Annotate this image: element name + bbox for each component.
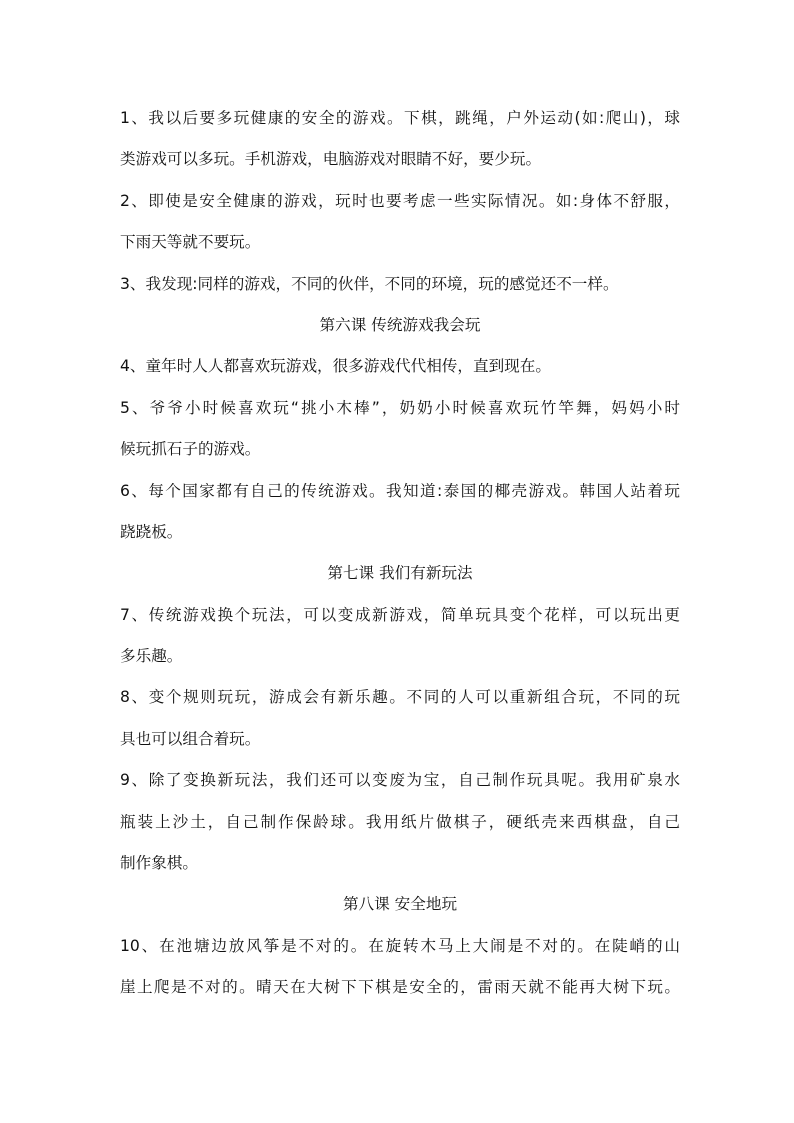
lesson-heading: 第六课 传统游戏我会玩 <box>319 315 481 334</box>
text-line: 10、在池塘边放风筝是不对的。在旋转木马上大闹是不对的。在陡峭的山 <box>120 936 680 955</box>
text-line: 7、传统游戏换个玩法，可以变成新游戏，简单玩具变个花样，可以玩出更 <box>120 605 680 624</box>
text-line: 类游戏可以多玩。手机游戏，电脑游戏对眼睛不好，要少玩。 <box>120 150 542 169</box>
text-line: 1、我以后要多玩健康的安全的游戏。下棋，跳绳，户外运动(如:爬山)，球 <box>120 109 680 127</box>
text-line: 4、童年时人人都喜欢玩游戏，很多游戏代代相传，直到现在。 <box>120 357 551 376</box>
text-line: 2、即使是安全健康的游戏，玩时也要考虑一些实际情况。如:身体不舒服， <box>120 191 680 210</box>
text-line: 6、每个国家都有自己的传统游戏。我知道:泰国的椰壳游戏。韩国人站着玩 <box>120 481 680 500</box>
text-line: 9、除了变换新玩法，我们还可以变废为宝，自己制作玩具呢。我用矿泉水 <box>120 771 680 790</box>
text-line: 崖上爬是不对的。晴天在大树下下棋是安全的，雷雨天就不能再大树下玩。 <box>120 978 680 997</box>
text-line: 多乐趣。 <box>120 647 183 666</box>
text-line: 制作象棋。 <box>120 854 198 873</box>
text-line: 具也可以组合着玩。 <box>120 729 261 748</box>
text-line: 瓶装上沙土，自己制作保龄球。我用纸片做棋子，硬纸壳来西棋盘，自己 <box>120 812 680 831</box>
text-line: 5、爷爷小时候喜欢玩“挑小木棒”，奶奶小时候喜欢玩竹竿舞，妈妈小时 <box>120 398 680 417</box>
document-page <box>120 103 680 1014</box>
text-line: 8、变个规则玩玩，游成会有新乐趣。不同的人可以重新组合玩，不同的玩 <box>120 688 680 707</box>
text-line: 下雨天等就不要玩。 <box>120 233 261 252</box>
lesson-heading: 第八课 安全地玩 <box>342 895 458 914</box>
text-line: 候玩抓石子的游戏。 <box>120 440 261 459</box>
lesson-heading: 第七课 我们有新玩法 <box>327 564 473 583</box>
text-line: 跷跷板。 <box>120 522 183 541</box>
text-line: 3、我发现:同样的游戏，不同的伙伴，不同的环境，玩的感觉还不一样。 <box>120 274 619 293</box>
